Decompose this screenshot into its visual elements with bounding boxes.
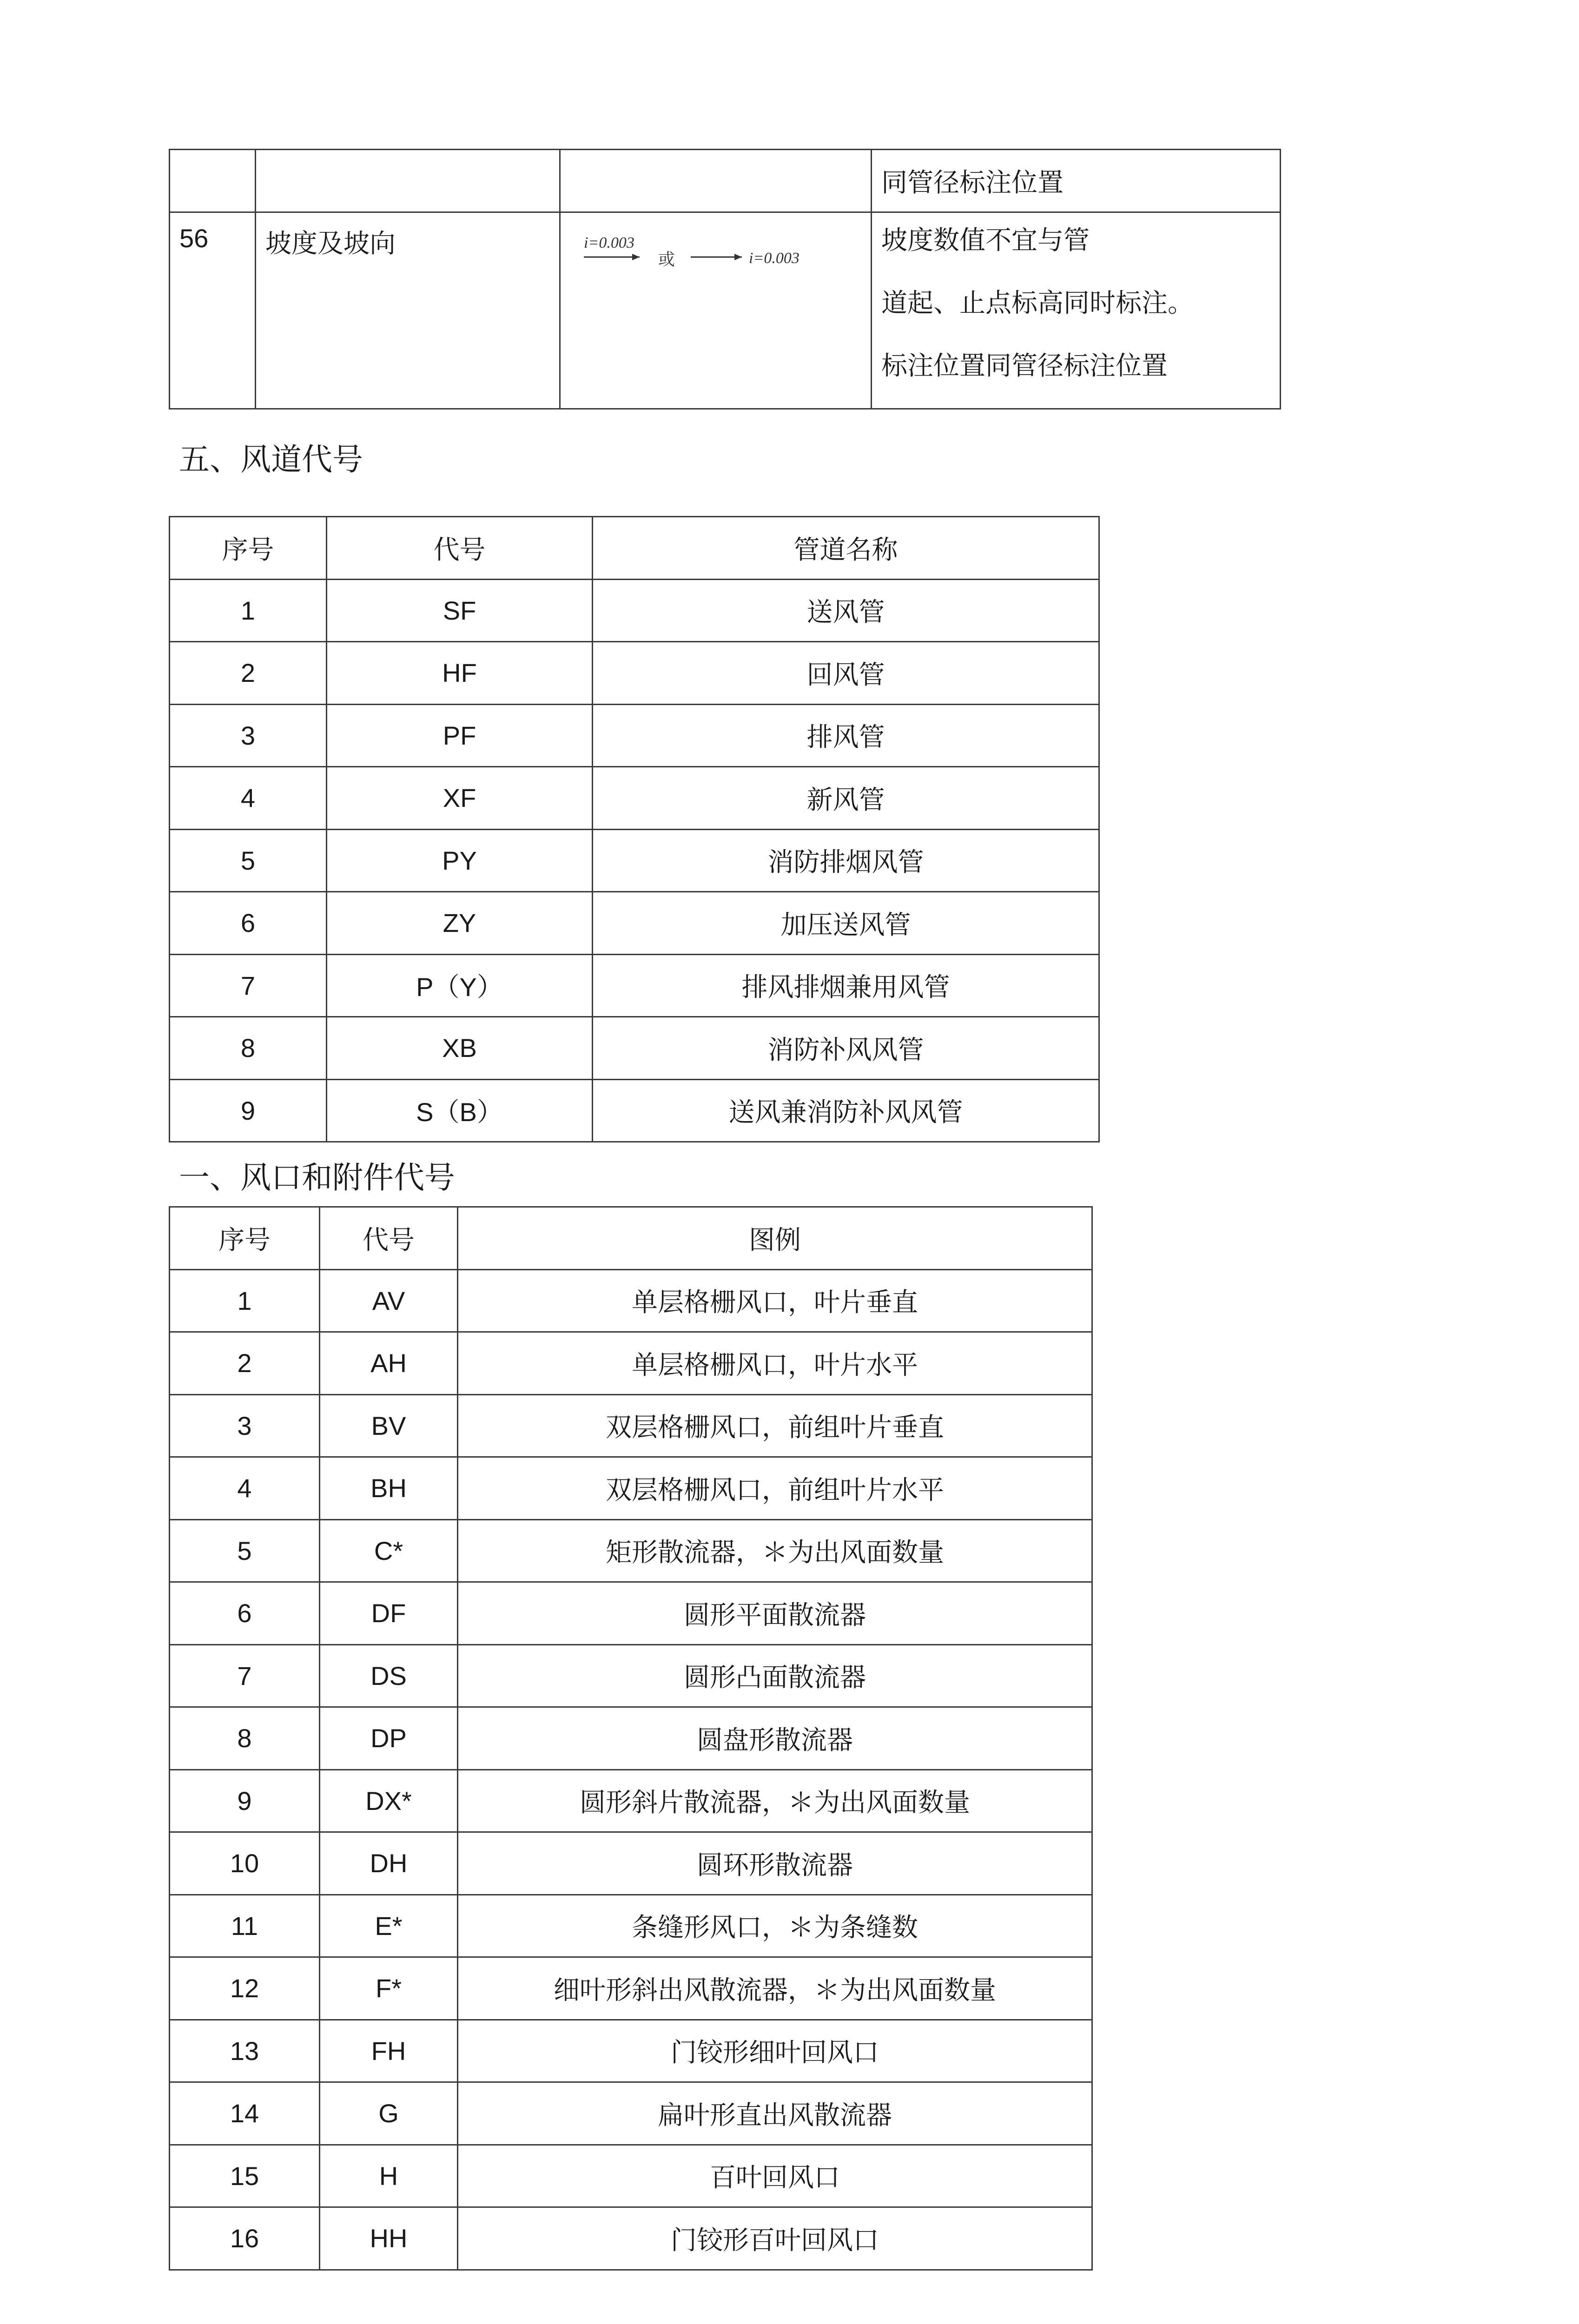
cell-code: XB bbox=[327, 1017, 593, 1080]
cell-index: 12 bbox=[170, 1957, 320, 2020]
cell-code: F* bbox=[320, 1957, 458, 2020]
cell-code: PY bbox=[327, 829, 593, 892]
table-header-row bbox=[170, 1207, 1092, 1270]
cell-index: 2 bbox=[170, 1332, 320, 1395]
table-row bbox=[170, 579, 1099, 642]
cell-name: 圆形凸面散流器 bbox=[458, 1644, 1092, 1707]
table-row bbox=[170, 2082, 1092, 2145]
table-row bbox=[170, 1707, 1092, 1770]
cell-index: 15 bbox=[170, 2145, 320, 2207]
table-row bbox=[170, 892, 1099, 955]
slope-right-label: i=0.003 bbox=[749, 250, 799, 267]
cell-name: 送风兼消防补风风管 bbox=[593, 1079, 1099, 1142]
cell-code: ZY bbox=[327, 892, 593, 955]
cell-name: 加压送风管 bbox=[593, 892, 1099, 955]
table-row bbox=[170, 642, 1099, 705]
cell-name: 门铰形细叶回风口 bbox=[458, 2020, 1092, 2082]
cell-name: 送风管 bbox=[593, 579, 1099, 642]
cell-index: 9 bbox=[170, 1769, 320, 1832]
cell-name: 单层格栅风口，叶片水平 bbox=[458, 1332, 1092, 1395]
cell-name: 双层格栅风口，前组叶片垂直 bbox=[458, 1394, 1092, 1457]
header-cell-index: 序号 bbox=[170, 1207, 320, 1270]
remark-line: 标注位置同管径标注位置 bbox=[881, 351, 1168, 381]
slope-direction-figure bbox=[584, 231, 844, 287]
cell-name: 新风管 bbox=[593, 767, 1099, 830]
arrow-head-icon bbox=[632, 254, 640, 260]
table-row bbox=[170, 1644, 1092, 1707]
cell-name: 排风管 bbox=[593, 704, 1099, 767]
cell-code: AH bbox=[320, 1332, 458, 1395]
table-row bbox=[170, 150, 1281, 212]
cell-name: 消防排烟风管 bbox=[593, 829, 1099, 892]
table-row bbox=[170, 1957, 1092, 2020]
cell-code: S（B） bbox=[327, 1079, 593, 1142]
header-cell-name: 图例 bbox=[458, 1207, 1092, 1270]
table-row bbox=[170, 1582, 1092, 1645]
cell-index: 5 bbox=[170, 1519, 320, 1582]
arrow-head-icon bbox=[734, 254, 742, 260]
remark-line: 坡度数值不宜与管 bbox=[881, 225, 1090, 256]
cell-code: HF bbox=[327, 642, 593, 705]
cell-code: DP bbox=[320, 1707, 458, 1770]
table-row bbox=[170, 1394, 1092, 1457]
cell-index: 1 bbox=[170, 1269, 320, 1332]
table-row bbox=[170, 829, 1099, 892]
continuation-table bbox=[169, 149, 1281, 409]
cell-name: 细叶形斜出风散流器，＊为出风面数量 bbox=[458, 1957, 1092, 2020]
cell-empty bbox=[256, 150, 560, 212]
cell-name: 圆形斜片散流器，＊为出风面数量 bbox=[458, 1769, 1092, 1832]
cell-name: 条缝形风口，＊为条缝数 bbox=[458, 1895, 1092, 1957]
remark-text: 同管径标注位置 bbox=[881, 168, 1064, 198]
cell-index: 3 bbox=[170, 704, 327, 767]
cell-code: P（Y） bbox=[327, 954, 593, 1017]
table-row bbox=[170, 954, 1099, 1017]
cell-code: C* bbox=[320, 1519, 458, 1582]
duct-code-table bbox=[169, 516, 1100, 1142]
cell-name: 双层格栅风口，前组叶片水平 bbox=[458, 1457, 1092, 1520]
table-row bbox=[170, 767, 1099, 830]
cell-index: 13 bbox=[170, 2020, 320, 2082]
slope-left-label: i=0.003 bbox=[584, 234, 634, 251]
remark-cell bbox=[872, 150, 1281, 212]
table-header-row bbox=[170, 517, 1099, 580]
cell-code: HH bbox=[320, 2207, 458, 2270]
cell-index: 11 bbox=[170, 1895, 320, 1957]
cell-index: 4 bbox=[170, 1457, 320, 1520]
cell-name: 圆形平面散流器 bbox=[458, 1582, 1092, 1645]
cell-index: 3 bbox=[170, 1394, 320, 1457]
table-row bbox=[170, 2020, 1092, 2082]
cell-code: XF bbox=[327, 767, 593, 830]
remark-line: 道起、止点标高同时标注。 bbox=[881, 288, 1194, 318]
table-row bbox=[170, 1895, 1092, 1957]
cell-empty bbox=[170, 150, 256, 212]
table-row bbox=[170, 1769, 1092, 1832]
table-row bbox=[170, 1079, 1099, 1142]
table-row bbox=[170, 1457, 1092, 1520]
cell-name: 圆环形散流器 bbox=[458, 1832, 1092, 1895]
cell-name: 百叶回风口 bbox=[458, 2145, 1092, 2207]
section-heading-vent: 一、风口和附件代号 bbox=[179, 1160, 455, 1195]
slope-figure-cell bbox=[560, 212, 872, 409]
cell-code: H bbox=[320, 2145, 458, 2207]
cell-name: 矩形散流器，＊为出风面数量 bbox=[458, 1519, 1092, 1582]
cell-index: 10 bbox=[170, 1832, 320, 1895]
cell-index: 8 bbox=[170, 1707, 320, 1770]
cell-index: 4 bbox=[170, 767, 327, 830]
vent-code-table bbox=[169, 1206, 1093, 2271]
cell-index: 1 bbox=[170, 579, 327, 642]
cell-code: PF bbox=[327, 704, 593, 767]
cell-index: 9 bbox=[170, 1079, 327, 1142]
table-row bbox=[170, 2207, 1092, 2270]
cell-index: 7 bbox=[170, 954, 327, 1017]
cell-index: 6 bbox=[170, 1582, 320, 1645]
cell-code: DS bbox=[320, 1644, 458, 1707]
cell-index: 8 bbox=[170, 1017, 327, 1080]
cell-code: FH bbox=[320, 2020, 458, 2082]
section-heading-duct: 五、风道代号 bbox=[179, 442, 363, 477]
remark-cell bbox=[872, 212, 1281, 409]
cell-code: DF bbox=[320, 1582, 458, 1645]
row-number: 56 bbox=[170, 212, 256, 409]
cell-empty bbox=[560, 150, 872, 212]
cell-index: 16 bbox=[170, 2207, 320, 2270]
row-name: 坡度及坡向 bbox=[256, 212, 560, 409]
slope-connector: 或 bbox=[658, 250, 675, 269]
table-row bbox=[170, 1519, 1092, 1582]
header-cell-name: 管道名称 bbox=[593, 517, 1099, 580]
header-cell-index: 序号 bbox=[170, 517, 327, 580]
header-cell-code: 代号 bbox=[320, 1207, 458, 1270]
cell-code: G bbox=[320, 2082, 458, 2145]
cell-code: AV bbox=[320, 1269, 458, 1332]
cell-name: 消防补风风管 bbox=[593, 1017, 1099, 1080]
cell-index: 5 bbox=[170, 829, 327, 892]
cell-code: DH bbox=[320, 1832, 458, 1895]
cell-index: 6 bbox=[170, 892, 327, 955]
table-row bbox=[170, 1832, 1092, 1895]
header-cell-code: 代号 bbox=[327, 517, 593, 580]
cell-name: 门铰形百叶回风口 bbox=[458, 2207, 1092, 2270]
cell-index: 2 bbox=[170, 642, 327, 705]
cell-index: 14 bbox=[170, 2082, 320, 2145]
table-row bbox=[170, 212, 1281, 409]
table-row bbox=[170, 1017, 1099, 1080]
cell-name: 单层格栅风口，叶片垂直 bbox=[458, 1269, 1092, 1332]
cell-name: 回风管 bbox=[593, 642, 1099, 705]
table-row bbox=[170, 1332, 1092, 1395]
cell-name: 圆盘形散流器 bbox=[458, 1707, 1092, 1770]
table-row bbox=[170, 704, 1099, 767]
cell-name: 扁叶形直出风散流器 bbox=[458, 2082, 1092, 2145]
cell-code: DX* bbox=[320, 1769, 458, 1832]
cell-code: SF bbox=[327, 579, 593, 642]
cell-code: BV bbox=[320, 1394, 458, 1457]
table-row bbox=[170, 1269, 1092, 1332]
cell-code: BH bbox=[320, 1457, 458, 1520]
cell-index: 7 bbox=[170, 1644, 320, 1707]
cell-name: 排风排烟兼用风管 bbox=[593, 954, 1099, 1017]
table-row bbox=[170, 2145, 1092, 2207]
cell-code: E* bbox=[320, 1895, 458, 1957]
